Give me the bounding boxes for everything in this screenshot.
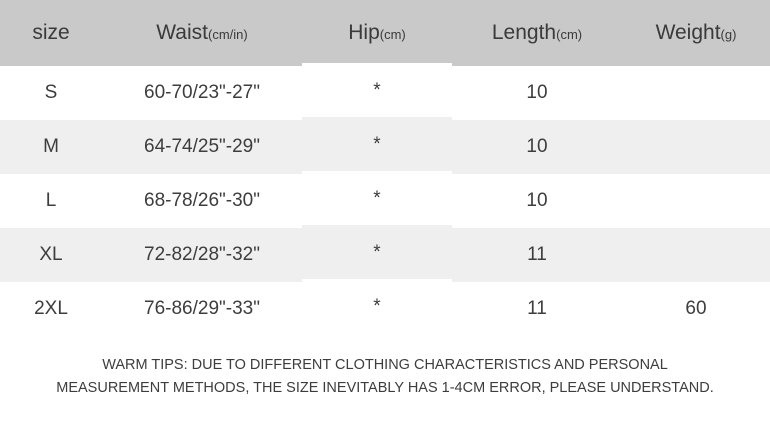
cell-weight: 60 [685,298,707,319]
cell-waist: 64-74/25"-29" [144,136,260,157]
cell-size: XL [39,244,63,265]
cell-hip: * [373,241,381,263]
header-cell-hip [302,0,452,66]
header-label-hip: Hip [348,21,380,44]
header-cell-size [0,0,102,66]
table-header-row [0,0,770,66]
table-row [0,120,770,174]
header-cell-length [452,0,622,66]
cell-length: 11 [527,244,547,265]
table-row [0,174,770,228]
cell-length: 10 [526,190,548,211]
table-row [0,282,770,336]
cell-weight [622,120,770,174]
header-label-waist: Waist [156,21,208,44]
table-row [0,66,770,120]
warm-tips [0,354,770,400]
header-unit-length: (cm) [556,27,583,42]
header-cell-weight [622,0,770,66]
cell-waist: 60-70/23"-27" [144,82,260,103]
cell-length: 10 [526,82,548,103]
cell-size: S [44,82,58,103]
cell-weight [622,66,770,120]
cell-size: L [45,190,57,211]
header-unit-hip: (cm) [379,27,406,42]
cell-hip: * [373,187,381,209]
table-row [0,228,770,282]
cell-hip: * [373,133,381,155]
header-unit-waist: (cm/in) [208,27,248,42]
header-label-weight: Weight [655,21,721,44]
cell-length: 11 [527,298,547,319]
header-cell-waist [102,0,302,66]
header-label-size: size [32,21,70,44]
cell-waist: 68-78/26"-30" [144,190,260,211]
warm-tips-line-1: WARM TIPS: DUE TO DIFFERENT CLOTHING CHARACTERISTICS AND PERSONAL [102,357,668,373]
warm-tips-line-2: MEASUREMENT METHODS, THE SIZE INEVITABLY HAS 1-4CM ERROR, PLEASE UNDERSTAND. [56,380,714,397]
header-label-length: Length [491,21,557,44]
cell-length: 10 [526,136,548,157]
cell-hip: * [373,295,381,317]
cell-waist: 76-86/29"-33" [144,298,260,319]
header-unit-weight: (g) [720,27,737,42]
cell-weight [622,174,770,228]
cell-weight [622,228,770,282]
cell-hip: * [373,79,381,101]
cell-waist: 72-82/28"-32" [144,244,260,265]
cell-size: M [43,136,59,157]
cell-size: 2XL [34,298,68,319]
